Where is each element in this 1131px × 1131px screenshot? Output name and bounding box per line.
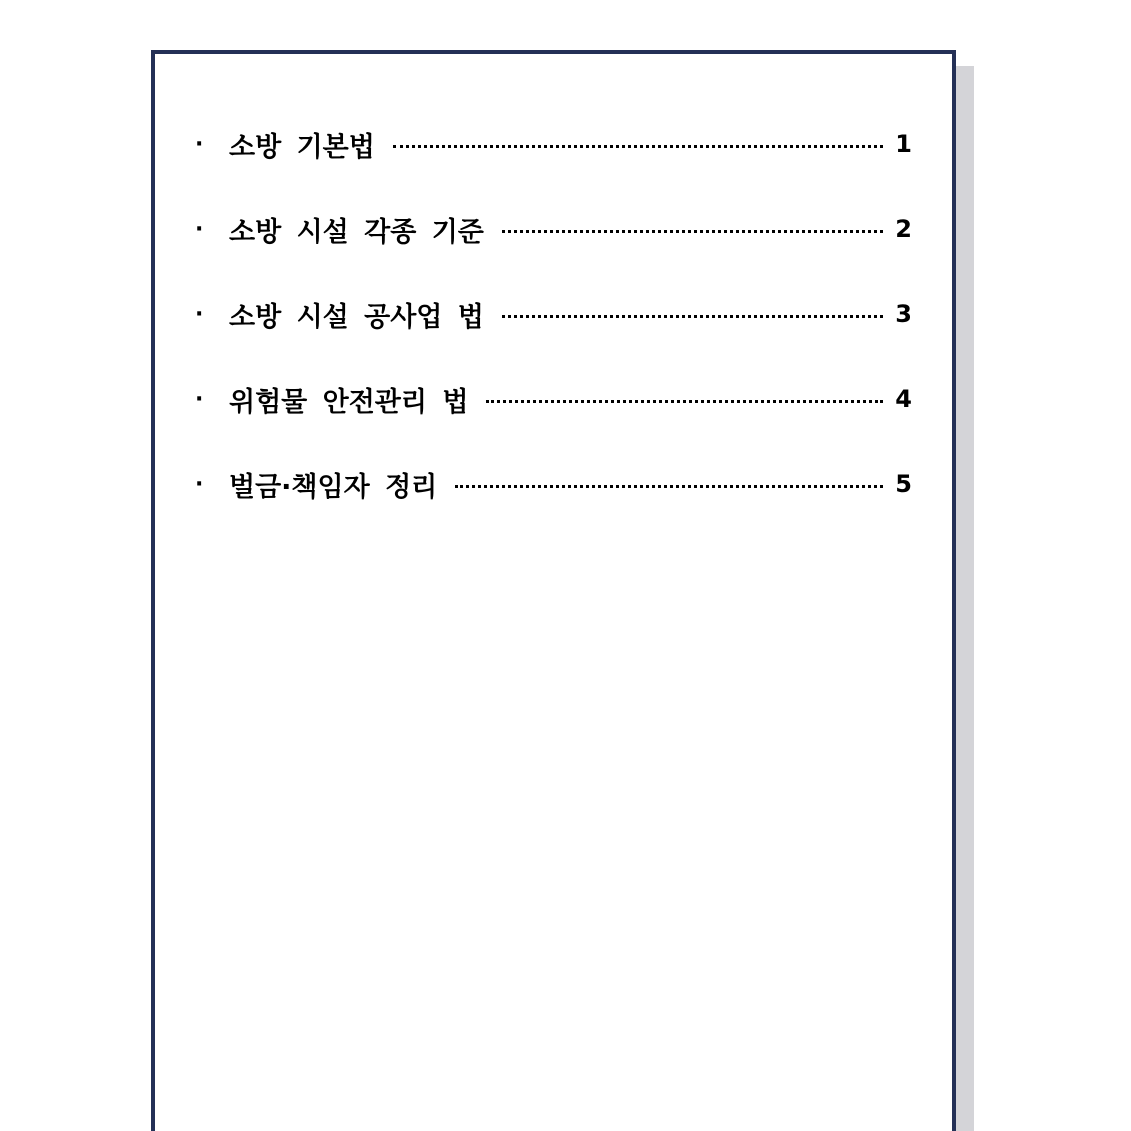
toc-page-number: 4 (895, 385, 912, 413)
toc-item-hazardous-materials-law[interactable] (195, 379, 912, 419)
toc-dot-leader (502, 230, 883, 233)
toc-item-fire-facility-standards[interactable] (195, 209, 912, 249)
toc-bullet: · (195, 131, 204, 157)
document-page (151, 50, 956, 1131)
toc-item-title: 소방 시설 공사업 법 (229, 301, 484, 333)
toc-page-number: 3 (895, 300, 912, 328)
toc-item-title: 벌금·책임자 정리 (229, 471, 438, 503)
table-of-contents (195, 124, 912, 549)
toc-page-number: 1 (895, 130, 912, 158)
toc-dot-leader (502, 315, 883, 318)
toc-dot-leader (486, 400, 883, 403)
toc-bullet: · (195, 471, 204, 497)
toc-item-title: 소방 시설 각종 기준 (229, 216, 484, 248)
toc-page-number: 5 (895, 470, 912, 498)
toc-bullet: · (195, 216, 204, 242)
toc-dot-leader (455, 485, 883, 488)
toc-bullet: · (195, 386, 204, 412)
toc-item-fire-facility-construction-law[interactable] (195, 294, 912, 334)
toc-page-number: 2 (895, 215, 912, 243)
toc-dot-leader (393, 145, 883, 148)
toc-bullet: · (195, 301, 204, 327)
toc-item-fines-responsible-persons[interactable] (195, 464, 912, 504)
toc-item-fire-basic-law[interactable] (195, 124, 912, 164)
toc-item-title: 소방 기본법 (229, 131, 375, 163)
toc-item-title: 위험물 안전관리 법 (229, 386, 469, 418)
